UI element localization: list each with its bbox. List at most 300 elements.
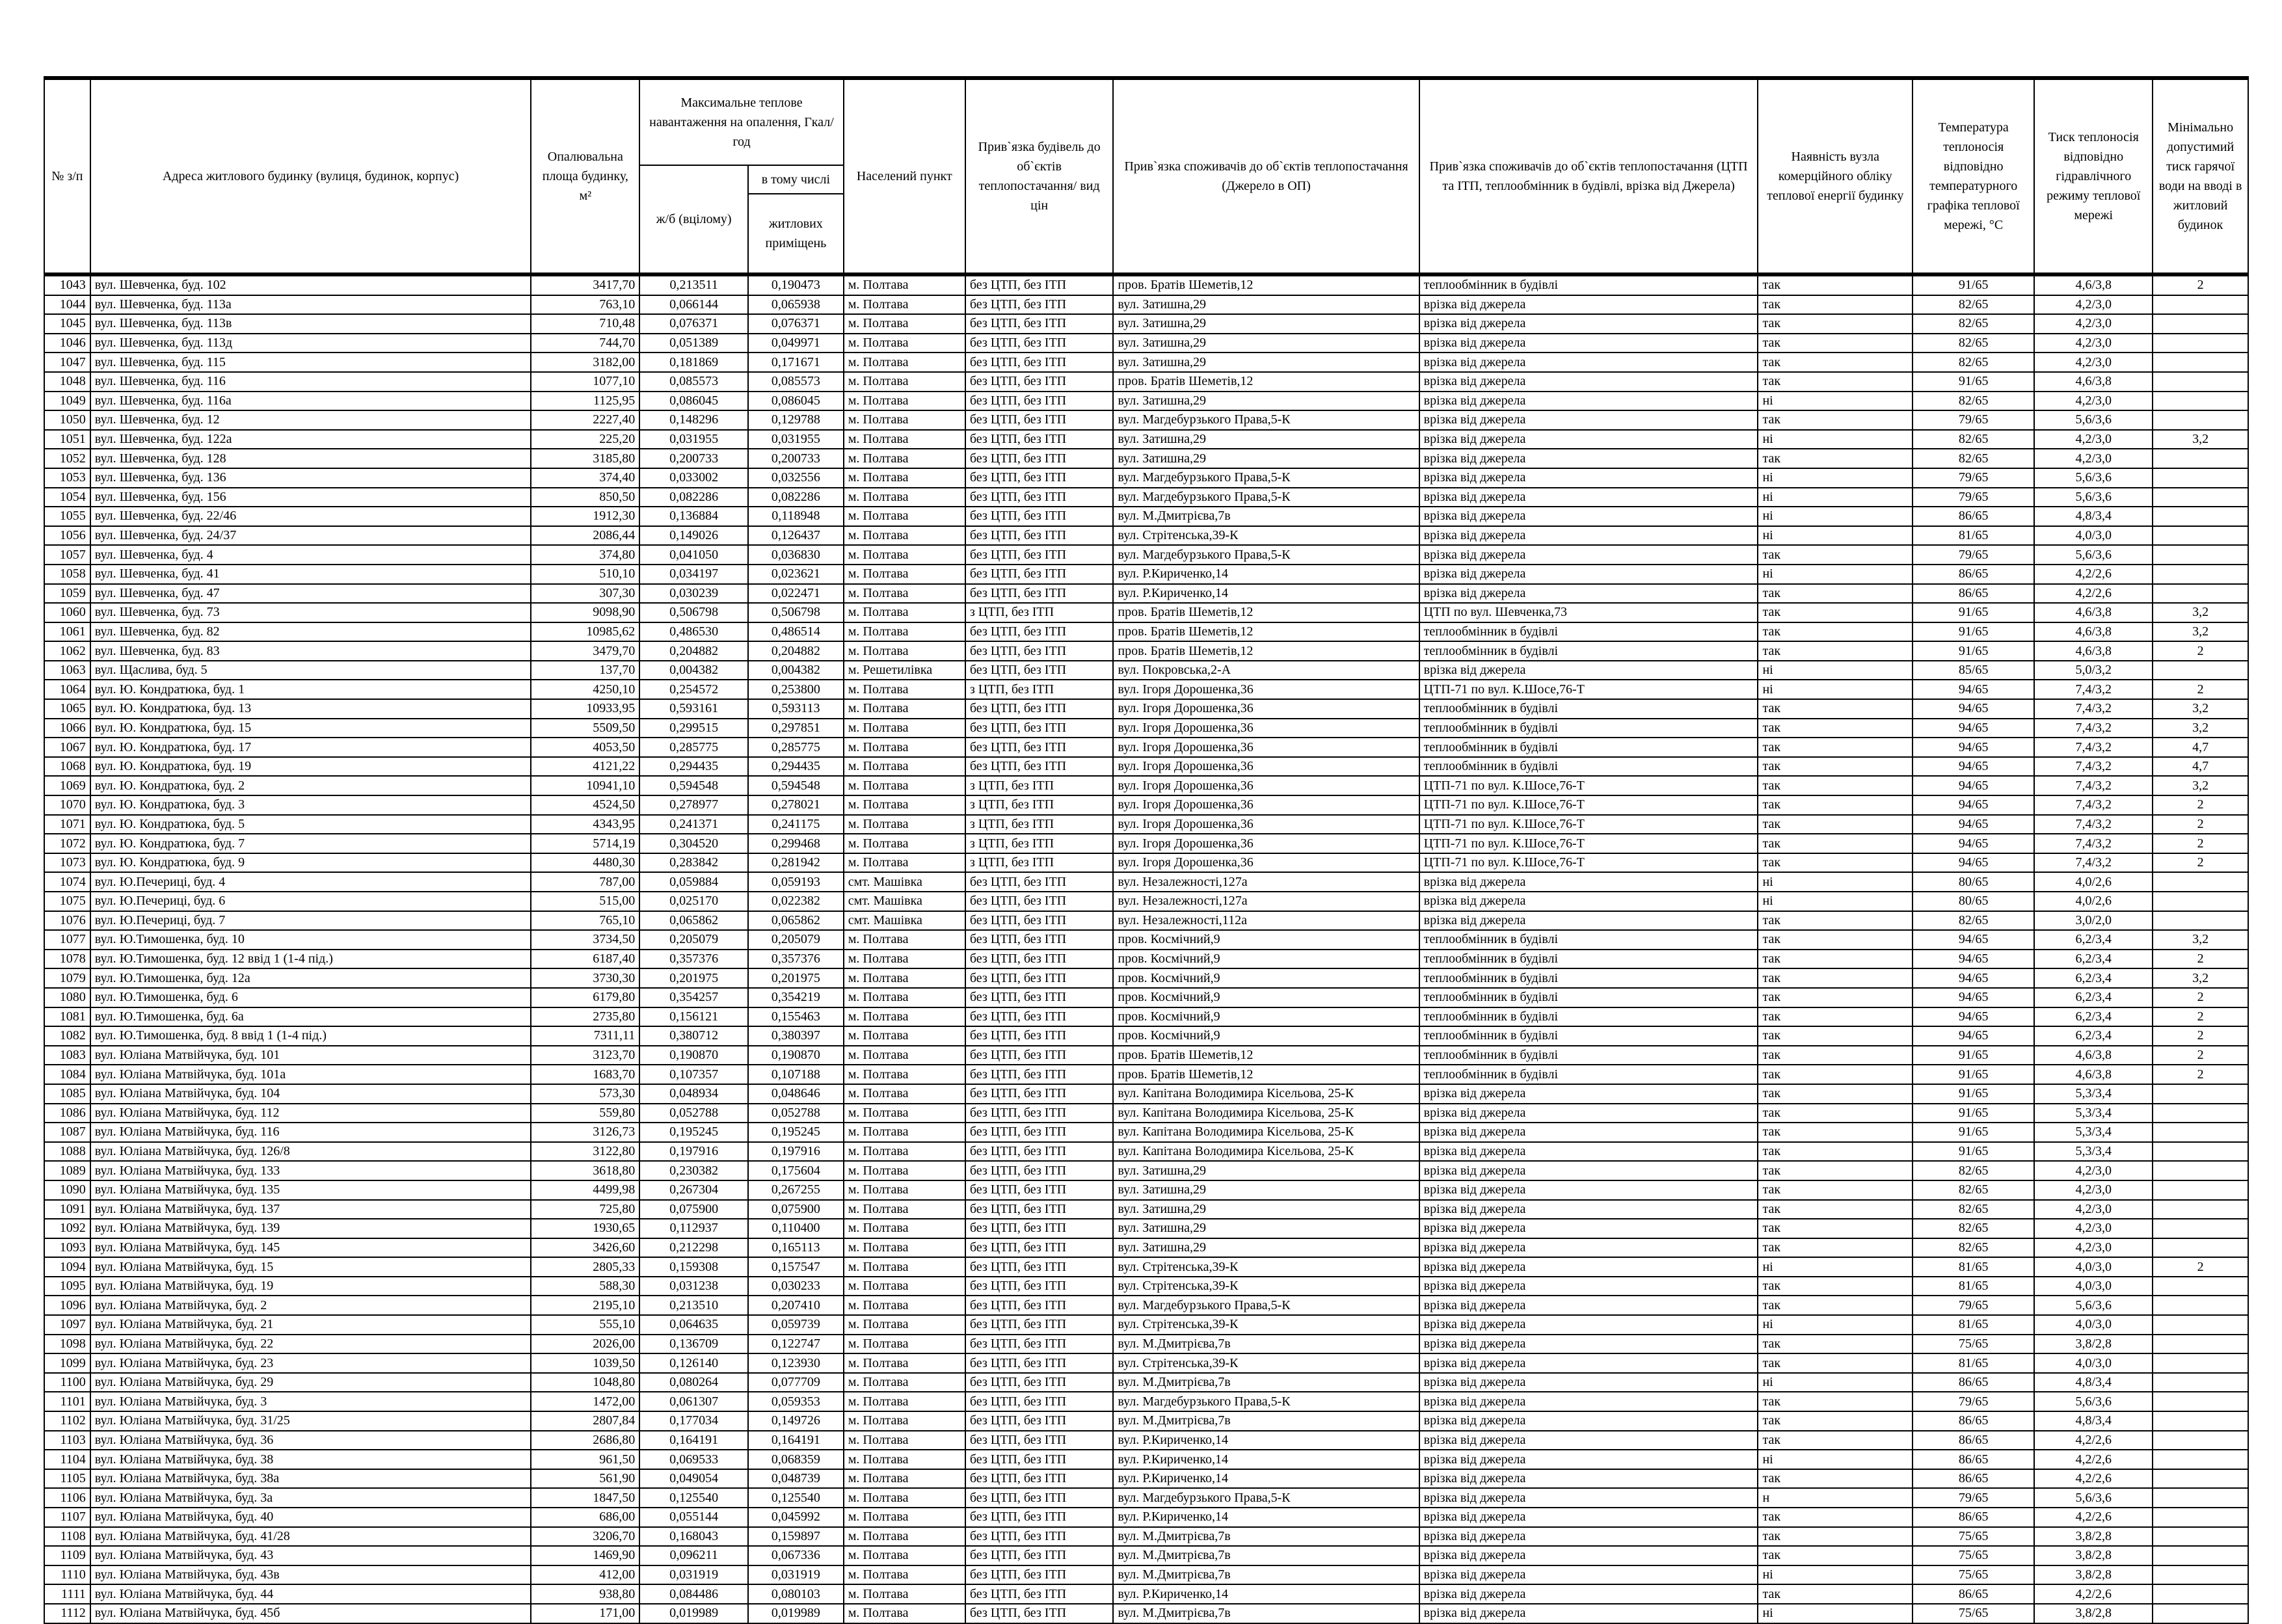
row-temp: 94/65 bbox=[1913, 950, 2034, 969]
row-binding-source: вул. Магдебурзького Права,5-К bbox=[1113, 1488, 1419, 1508]
row-load-total: 0,148296 bbox=[639, 410, 748, 430]
table-row bbox=[44, 968, 2248, 988]
row-min-pressure bbox=[2153, 1353, 2248, 1373]
row-binding-source: вул. Ігоря Дорошенка,36 bbox=[1113, 815, 1419, 834]
row-meter: так bbox=[1758, 449, 1913, 468]
row-binding-source: вул. М.Дмитрієва,7в bbox=[1113, 1335, 1419, 1354]
row-temp: 94/65 bbox=[1913, 930, 2034, 950]
row-num: 1048 bbox=[44, 372, 90, 392]
table-row bbox=[44, 1431, 2248, 1450]
row-num: 1060 bbox=[44, 603, 90, 622]
row-settlement: м. Полтава bbox=[844, 1353, 965, 1373]
row-area: 412,00 bbox=[531, 1565, 639, 1585]
row-load-total: 0,052788 bbox=[639, 1104, 748, 1123]
table-row bbox=[44, 622, 2248, 642]
row-num: 1084 bbox=[44, 1065, 90, 1084]
row-pressure: 4,6/3,8 bbox=[2034, 372, 2153, 392]
row-load-total: 0,049054 bbox=[639, 1469, 748, 1489]
table-row bbox=[44, 1123, 2248, 1142]
row-settlement: м. Полтава bbox=[844, 930, 965, 950]
row-pressure: 4,2/2,6 bbox=[2034, 1431, 2153, 1450]
row-load-total: 0,204882 bbox=[639, 641, 748, 661]
row-load-total: 0,066144 bbox=[639, 295, 748, 315]
table-body bbox=[44, 274, 2248, 1623]
row-load-total: 0,278977 bbox=[639, 795, 748, 815]
table-row bbox=[44, 1026, 2248, 1046]
row-area: 555,10 bbox=[531, 1315, 639, 1335]
row-meter: так bbox=[1758, 834, 1913, 853]
row-pressure: 6,2/3,4 bbox=[2034, 968, 2153, 988]
row-temp: 91/65 bbox=[1913, 1104, 2034, 1123]
row-load-total: 0,201975 bbox=[639, 968, 748, 988]
row-meter: ні bbox=[1758, 1373, 1913, 1392]
row-temp: 86/65 bbox=[1913, 1450, 2034, 1469]
row-num: 1059 bbox=[44, 584, 90, 604]
row-address: вул. Юліана Матвійчука, буд. 38 bbox=[90, 1450, 531, 1469]
row-num: 1092 bbox=[44, 1219, 90, 1238]
row-binding-type: врізка від джерела bbox=[1419, 1431, 1758, 1450]
row-temp: 79/65 bbox=[1913, 410, 2034, 430]
row-area: 4499,98 bbox=[531, 1180, 639, 1200]
row-temp: 94/65 bbox=[1913, 1026, 2034, 1046]
row-load-total: 0,164191 bbox=[639, 1431, 748, 1450]
row-binding-building: без ЦТП, без ІТП bbox=[965, 449, 1114, 468]
row-settlement: м. Полтава bbox=[844, 1488, 965, 1508]
row-settlement: м. Полтава bbox=[844, 314, 965, 334]
row-binding-building: без ЦТП, без ІТП bbox=[965, 1450, 1114, 1469]
row-binding-source: вул. Незалежності,127а bbox=[1113, 872, 1419, 892]
row-load-total: 0,380712 bbox=[639, 1026, 748, 1046]
row-min-pressure: 2 bbox=[2153, 641, 2248, 661]
row-meter: так bbox=[1758, 968, 1913, 988]
row-settlement: м. Полтава bbox=[844, 1296, 965, 1315]
row-pressure: 7,4/3,2 bbox=[2034, 795, 2153, 815]
row-load-total: 0,084486 bbox=[639, 1584, 748, 1604]
row-meter: так bbox=[1758, 1200, 1913, 1219]
row-binding-source: вул. Р.Кириченко,14 bbox=[1113, 1508, 1419, 1527]
row-area: 3417,70 bbox=[531, 274, 639, 295]
row-meter: так bbox=[1758, 1007, 1913, 1027]
row-load-living: 0,125540 bbox=[748, 1488, 844, 1508]
row-address: вул. Ю.Тимошенка, буд. 10 bbox=[90, 930, 531, 950]
row-binding-building: без ЦТП, без ІТП bbox=[965, 1219, 1114, 1238]
row-temp: 82/65 bbox=[1913, 430, 2034, 449]
table-row bbox=[44, 699, 2248, 719]
row-load-living: 0,267255 bbox=[748, 1180, 844, 1200]
row-load-living: 0,110400 bbox=[748, 1219, 844, 1238]
table-row bbox=[44, 334, 2248, 353]
row-binding-source: вул. Магдебурзького Права,5-К bbox=[1113, 1392, 1419, 1411]
row-meter: так bbox=[1758, 1065, 1913, 1084]
row-settlement: м. Полтава bbox=[844, 1257, 965, 1277]
row-meter: так bbox=[1758, 950, 1913, 969]
row-settlement: м. Полтава bbox=[844, 968, 965, 988]
row-load-total: 0,212298 bbox=[639, 1238, 748, 1258]
col-settlement: Населений пункт bbox=[844, 78, 965, 274]
row-pressure: 5,6/3,6 bbox=[2034, 488, 2153, 507]
row-load-total: 0,082286 bbox=[639, 488, 748, 507]
row-area: 3123,70 bbox=[531, 1046, 639, 1065]
row-binding-type: врізка від джерела bbox=[1419, 295, 1758, 315]
row-area: 2807,84 bbox=[531, 1411, 639, 1431]
row-meter: так bbox=[1758, 1335, 1913, 1354]
row-load-total: 0,019989 bbox=[639, 1604, 748, 1623]
row-binding-type: врізка від джерела bbox=[1419, 507, 1758, 526]
row-min-pressure bbox=[2153, 1142, 2248, 1162]
row-temp: 94/65 bbox=[1913, 968, 2034, 988]
row-area: 725,80 bbox=[531, 1200, 639, 1219]
row-settlement: м. Полтава bbox=[844, 468, 965, 488]
row-binding-building: без ЦТП, без ІТП bbox=[965, 1392, 1114, 1411]
row-temp: 81/65 bbox=[1913, 1353, 2034, 1373]
row-temp: 82/65 bbox=[1913, 1161, 2034, 1180]
row-binding-source: вул. Магдебурзького Права,5-К bbox=[1113, 410, 1419, 430]
row-min-pressure bbox=[2153, 372, 2248, 392]
row-num: 1066 bbox=[44, 719, 90, 738]
row-meter: так bbox=[1758, 1392, 1913, 1411]
row-meter: ні bbox=[1758, 1604, 1913, 1623]
row-settlement: м. Полтава bbox=[844, 738, 965, 757]
row-binding-building: без ЦТП, без ІТП bbox=[965, 565, 1114, 584]
row-temp: 86/65 bbox=[1913, 1469, 2034, 1489]
row-meter: так bbox=[1758, 1469, 1913, 1489]
table-row bbox=[44, 410, 2248, 430]
row-meter: так bbox=[1758, 738, 1913, 757]
row-load-total: 0,061307 bbox=[639, 1392, 748, 1411]
row-binding-building: без ЦТП, без ІТП bbox=[965, 699, 1114, 719]
row-address: вул. Шевченка, буд. 4 bbox=[90, 545, 531, 565]
row-load-living: 0,049971 bbox=[748, 334, 844, 353]
row-pressure: 3,8/2,8 bbox=[2034, 1527, 2153, 1547]
row-min-pressure bbox=[2153, 1488, 2248, 1508]
table-row bbox=[44, 565, 2248, 584]
row-area: 3618,80 bbox=[531, 1161, 639, 1180]
row-area: 787,00 bbox=[531, 872, 639, 892]
row-num: 1088 bbox=[44, 1142, 90, 1162]
row-binding-building: без ЦТП, без ІТП bbox=[965, 1104, 1114, 1123]
row-binding-type: врізка від джерела bbox=[1419, 372, 1758, 392]
row-pressure: 4,2/3,0 bbox=[2034, 1219, 2153, 1238]
row-load-living: 0,200733 bbox=[748, 449, 844, 468]
row-settlement: м. Полтава bbox=[844, 1219, 965, 1238]
row-pressure: 4,0/3,0 bbox=[2034, 1257, 2153, 1277]
row-binding-type: врізка від джерела bbox=[1419, 1257, 1758, 1277]
row-binding-source: пров. Братів Шеметів,12 bbox=[1113, 622, 1419, 642]
row-num: 1061 bbox=[44, 622, 90, 642]
row-meter: ні bbox=[1758, 680, 1913, 699]
row-binding-source: пров. Космічний,9 bbox=[1113, 988, 1419, 1007]
row-meter: так bbox=[1758, 1219, 1913, 1238]
row-temp: 91/65 bbox=[1913, 1065, 2034, 1084]
row-settlement: м. Полтава bbox=[844, 1392, 965, 1411]
row-load-total: 0,034197 bbox=[639, 565, 748, 584]
row-meter: так bbox=[1758, 699, 1913, 719]
row-num: 1077 bbox=[44, 930, 90, 950]
row-load-living: 0,123930 bbox=[748, 1353, 844, 1373]
row-load-total: 0,136884 bbox=[639, 507, 748, 526]
row-binding-type: ЦТП-71 по вул. К.Шосе,76-Т bbox=[1419, 795, 1758, 815]
row-min-pressure: 2 bbox=[2153, 1026, 2248, 1046]
row-pressure: 3,8/2,8 bbox=[2034, 1335, 2153, 1354]
row-load-total: 0,506798 bbox=[639, 603, 748, 622]
row-load-living: 0,076371 bbox=[748, 314, 844, 334]
row-area: 4343,95 bbox=[531, 815, 639, 834]
row-binding-type: врізка від джерела bbox=[1419, 392, 1758, 411]
row-load-living: 0,059193 bbox=[748, 872, 844, 892]
row-area: 3126,73 bbox=[531, 1123, 639, 1142]
row-binding-type: врізка від джерела bbox=[1419, 1161, 1758, 1180]
row-address: вул. Юліана Матвійчука, буд. 101а bbox=[90, 1065, 531, 1084]
table-row bbox=[44, 1546, 2248, 1565]
row-pressure: 4,0/3,0 bbox=[2034, 1353, 2153, 1373]
table-row bbox=[44, 1007, 2248, 1027]
row-area: 307,30 bbox=[531, 584, 639, 604]
row-address: вул. Юліана Матвійчука, буд. 43 bbox=[90, 1546, 531, 1565]
row-pressure: 4,6/3,8 bbox=[2034, 603, 2153, 622]
row-load-total: 0,096211 bbox=[639, 1546, 748, 1565]
row-load-living: 0,004382 bbox=[748, 661, 844, 680]
col-address: Адреса житлового будинку (вулиця, будинок, корпус) bbox=[90, 78, 531, 274]
row-binding-type: врізка від джерела bbox=[1419, 872, 1758, 892]
row-load-total: 0,048934 bbox=[639, 1084, 748, 1104]
row-pressure: 4,2/3,0 bbox=[2034, 430, 2153, 449]
row-num: 1047 bbox=[44, 353, 90, 372]
row-pressure: 5,6/3,6 bbox=[2034, 545, 2153, 565]
row-binding-building: без ЦТП, без ІТП bbox=[965, 488, 1114, 507]
row-settlement: м. Полтава bbox=[844, 1007, 965, 1027]
row-binding-building: без ЦТП, без ІТП bbox=[965, 334, 1114, 353]
row-binding-source: вул. Покровська,2-А bbox=[1113, 661, 1419, 680]
row-load-total: 0,086045 bbox=[639, 392, 748, 411]
row-num: 1096 bbox=[44, 1296, 90, 1315]
row-binding-building: без ЦТП, без ІТП bbox=[965, 526, 1114, 546]
row-num: 1043 bbox=[44, 274, 90, 295]
table-row bbox=[44, 1488, 2248, 1508]
row-pressure: 5,3/3,4 bbox=[2034, 1084, 2153, 1104]
row-load-total: 0,051389 bbox=[639, 334, 748, 353]
row-address: вул. Юліана Матвійчука, буд. 101 bbox=[90, 1046, 531, 1065]
row-temp: 94/65 bbox=[1913, 815, 2034, 834]
row-num: 1090 bbox=[44, 1180, 90, 1200]
row-num: 1091 bbox=[44, 1200, 90, 1219]
row-temp: 91/65 bbox=[1913, 372, 2034, 392]
row-load-total: 0,059884 bbox=[639, 872, 748, 892]
row-num: 1049 bbox=[44, 392, 90, 411]
row-load-living: 0,067336 bbox=[748, 1546, 844, 1565]
row-binding-building: без ЦТП, без ІТП bbox=[965, 353, 1114, 372]
row-temp: 91/65 bbox=[1913, 622, 2034, 642]
table-row bbox=[44, 872, 2248, 892]
row-min-pressure bbox=[2153, 1180, 2248, 1200]
row-load-total: 0,354257 bbox=[639, 988, 748, 1007]
row-pressure: 6,2/3,4 bbox=[2034, 988, 2153, 1007]
col-binding-building: Прив`язка будівель до об`єктів теплопостачання/ вид цін bbox=[965, 78, 1114, 274]
row-min-pressure: 2 bbox=[2153, 680, 2248, 699]
row-address: вул. Шевченка, буд. 116а bbox=[90, 392, 531, 411]
row-min-pressure: 3,2 bbox=[2153, 968, 2248, 988]
row-pressure: 7,4/3,2 bbox=[2034, 738, 2153, 757]
row-num: 1110 bbox=[44, 1565, 90, 1585]
row-binding-source: вул. Р.Кириченко,14 bbox=[1113, 565, 1419, 584]
row-binding-type: врізка від джерела bbox=[1419, 1142, 1758, 1162]
row-binding-building: без ЦТП, без ІТП bbox=[965, 719, 1114, 738]
row-load-total: 0,069533 bbox=[639, 1450, 748, 1469]
row-load-total: 0,254572 bbox=[639, 680, 748, 699]
row-num: 1104 bbox=[44, 1450, 90, 1469]
row-load-living: 0,129788 bbox=[748, 410, 844, 430]
row-meter: так bbox=[1758, 1084, 1913, 1104]
row-min-pressure bbox=[2153, 1373, 2248, 1392]
row-area: 515,00 bbox=[531, 892, 639, 911]
table-row bbox=[44, 1219, 2248, 1238]
row-load-living: 0,023621 bbox=[748, 565, 844, 584]
row-load-total: 0,285775 bbox=[639, 738, 748, 757]
row-settlement: м. Полтава bbox=[844, 584, 965, 604]
row-binding-building: без ЦТП, без ІТП bbox=[965, 1123, 1114, 1142]
row-meter: так bbox=[1758, 853, 1913, 873]
row-min-pressure: 3,2 bbox=[2153, 622, 2248, 642]
table-row bbox=[44, 353, 2248, 372]
table-row bbox=[44, 526, 2248, 546]
row-settlement: м. Полтава bbox=[844, 641, 965, 661]
row-pressure: 4,2/2,6 bbox=[2034, 584, 2153, 604]
row-meter: так bbox=[1758, 1238, 1913, 1258]
row-area: 763,10 bbox=[531, 295, 639, 315]
row-load-living: 0,126437 bbox=[748, 526, 844, 546]
row-temp: 91/65 bbox=[1913, 1084, 2034, 1104]
row-min-pressure bbox=[2153, 1161, 2248, 1180]
row-address: вул. Ю. Кондратюка, буд. 5 bbox=[90, 815, 531, 834]
row-min-pressure: 3,2 bbox=[2153, 776, 2248, 795]
row-binding-source: вул. Ігоря Дорошенка,36 bbox=[1113, 738, 1419, 757]
row-pressure: 7,4/3,2 bbox=[2034, 815, 2153, 834]
row-binding-building: без ЦТП, без ІТП bbox=[965, 1508, 1114, 1527]
row-load-living: 0,022471 bbox=[748, 584, 844, 604]
row-settlement: м. Полтава bbox=[844, 1200, 965, 1219]
row-min-pressure bbox=[2153, 1238, 2248, 1258]
row-load-total: 0,031919 bbox=[639, 1565, 748, 1585]
row-binding-type: теплообмінник в будівлі bbox=[1419, 988, 1758, 1007]
row-meter: так bbox=[1758, 930, 1913, 950]
row-pressure: 4,0/3,0 bbox=[2034, 1315, 2153, 1335]
row-meter: так bbox=[1758, 1546, 1913, 1565]
row-pressure: 4,6/3,8 bbox=[2034, 274, 2153, 295]
row-temp: 79/65 bbox=[1913, 468, 2034, 488]
row-settlement: м. Полтава bbox=[844, 334, 965, 353]
row-settlement: м. Полтава bbox=[844, 719, 965, 738]
row-binding-type: врізка від джерела bbox=[1419, 1104, 1758, 1123]
table-row bbox=[44, 1277, 2248, 1296]
row-address: вул. Ю.Печериці, буд. 7 bbox=[90, 911, 531, 931]
table-header bbox=[44, 78, 2248, 274]
row-temp: 91/65 bbox=[1913, 603, 2034, 622]
row-binding-type: теплообмінник в будівлі bbox=[1419, 950, 1758, 969]
row-area: 510,10 bbox=[531, 565, 639, 584]
row-num: 1068 bbox=[44, 757, 90, 777]
row-settlement: м. Полтава bbox=[844, 680, 965, 699]
row-address: вул. Ю.Тимошенка, буд. 8 ввід 1 (1-4 під.) bbox=[90, 1026, 531, 1046]
row-meter: ні bbox=[1758, 872, 1913, 892]
row-area: 744,70 bbox=[531, 334, 639, 353]
row-min-pressure: 3,2 bbox=[2153, 430, 2248, 449]
row-meter: так bbox=[1758, 1431, 1913, 1450]
row-meter: ні bbox=[1758, 430, 1913, 449]
row-settlement: м. Решетилівка bbox=[844, 661, 965, 680]
row-area: 561,90 bbox=[531, 1469, 639, 1489]
row-num: 1079 bbox=[44, 968, 90, 988]
row-settlement: м. Полтава bbox=[844, 622, 965, 642]
row-load-living: 0,019989 bbox=[748, 1604, 844, 1623]
row-address: вул. Ю. Кондратюка, буд. 1 bbox=[90, 680, 531, 699]
row-area: 1847,50 bbox=[531, 1488, 639, 1508]
row-binding-source: вул. М.Дмитрієва,7в bbox=[1113, 1604, 1419, 1623]
col-temp: Температура теплоносія відповідно температурного графіка теплової мережі, °С bbox=[1913, 78, 2034, 274]
row-settlement: м. Полтава bbox=[844, 1469, 965, 1489]
row-binding-building: без ЦТП, без ІТП bbox=[965, 622, 1114, 642]
row-load-living: 0,149726 bbox=[748, 1411, 844, 1431]
table-row bbox=[44, 1161, 2248, 1180]
row-binding-source: вул. Ігоря Дорошенка,36 bbox=[1113, 699, 1419, 719]
row-binding-source: вул. Ігоря Дорошенка,36 bbox=[1113, 719, 1419, 738]
row-binding-source: вул. Затишна,29 bbox=[1113, 1161, 1419, 1180]
row-min-pressure bbox=[2153, 1296, 2248, 1315]
row-area: 850,50 bbox=[531, 488, 639, 507]
row-settlement: м. Полтава bbox=[844, 1584, 965, 1604]
row-area: 3185,80 bbox=[531, 449, 639, 468]
table-row bbox=[44, 930, 2248, 950]
table-row bbox=[44, 1527, 2248, 1547]
row-pressure: 5,3/3,4 bbox=[2034, 1142, 2153, 1162]
row-area: 3182,00 bbox=[531, 353, 639, 372]
row-min-pressure: 2 bbox=[2153, 274, 2248, 295]
row-binding-source: вул. Ігоря Дорошенка,36 bbox=[1113, 776, 1419, 795]
row-settlement: м. Полтава bbox=[844, 392, 965, 411]
row-pressure: 3,8/2,8 bbox=[2034, 1604, 2153, 1623]
row-settlement: м. Полтава bbox=[844, 1411, 965, 1431]
row-binding-building: без ЦТП, без ІТП bbox=[965, 988, 1114, 1007]
row-binding-building: без ЦТП, без ІТП bbox=[965, 1527, 1114, 1547]
row-binding-building: з ЦТП, без ІТП bbox=[965, 834, 1114, 853]
row-min-pressure: 2 bbox=[2153, 834, 2248, 853]
row-address: вул. Юліана Матвійчука, буд. 2 bbox=[90, 1296, 531, 1315]
row-load-living: 0,075900 bbox=[748, 1200, 844, 1219]
row-temp: 82/65 bbox=[1913, 334, 2034, 353]
row-settlement: м. Полтава bbox=[844, 1565, 965, 1585]
table-row bbox=[44, 911, 2248, 931]
row-min-pressure: 3,2 bbox=[2153, 699, 2248, 719]
row-min-pressure bbox=[2153, 295, 2248, 315]
row-temp: 81/65 bbox=[1913, 1277, 2034, 1296]
row-address: вул. Ю.Тимошенка, буд. 12а bbox=[90, 968, 531, 988]
row-meter: ні bbox=[1758, 892, 1913, 911]
row-min-pressure bbox=[2153, 314, 2248, 334]
row-pressure: 5,3/3,4 bbox=[2034, 1104, 2153, 1123]
row-pressure: 5,6/3,6 bbox=[2034, 410, 2153, 430]
row-address: вул. Ю.Печериці, буд. 6 bbox=[90, 892, 531, 911]
row-meter: так bbox=[1758, 274, 1913, 295]
row-num: 1070 bbox=[44, 795, 90, 815]
row-binding-building: без ЦТП, без ІТП bbox=[965, 738, 1114, 757]
row-load-living: 0,068359 bbox=[748, 1450, 844, 1469]
row-binding-building: без ЦТП, без ІТП bbox=[965, 1026, 1114, 1046]
row-num: 1086 bbox=[44, 1104, 90, 1123]
row-load-total: 0,149026 bbox=[639, 526, 748, 546]
table-row bbox=[44, 661, 2248, 680]
row-meter: н bbox=[1758, 1488, 1913, 1508]
row-area: 225,20 bbox=[531, 430, 639, 449]
row-load-total: 0,112937 bbox=[639, 1219, 748, 1238]
row-binding-source: вул. Капітана Володимира Кісельова, 25-К bbox=[1113, 1123, 1419, 1142]
